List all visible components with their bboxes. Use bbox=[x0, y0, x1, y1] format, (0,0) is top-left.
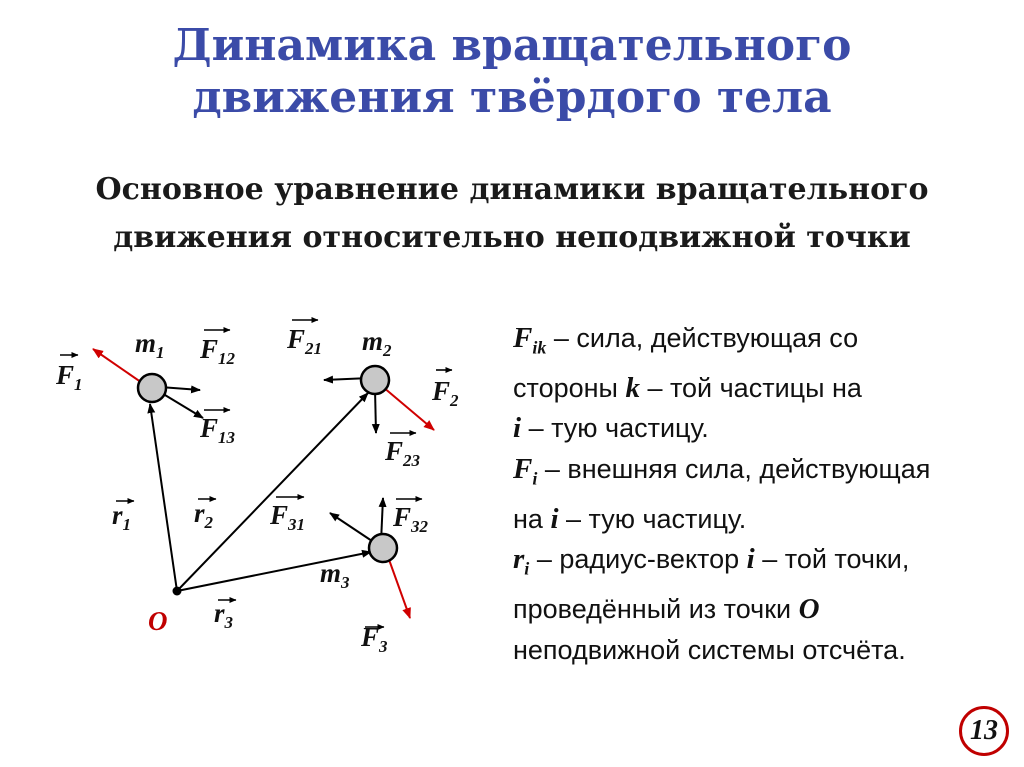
legend-line: $r_i$ – радиус-вектор i – той точки, bbox=[513, 543, 910, 579]
label-F3: $F_3$ bbox=[361, 622, 388, 656]
label-origin: O bbox=[148, 606, 168, 636]
F13-vector bbox=[160, 392, 203, 418]
label-F13: $F_{13}$ bbox=[200, 413, 236, 447]
label-m3: $m_3$ bbox=[320, 558, 350, 592]
legend-line: $F_i$ – внешняя сила, действующая bbox=[513, 452, 931, 489]
particle-m2 bbox=[361, 366, 389, 394]
label-m2: $m_2$ bbox=[362, 326, 392, 360]
origin-point bbox=[173, 587, 182, 596]
slide-subtitle bbox=[0, 166, 1024, 262]
legend-line: $F_{ik}$ – сила, действующая со bbox=[513, 322, 859, 358]
r1-vector bbox=[150, 404, 177, 591]
particle-m1 bbox=[138, 374, 166, 402]
legend-line: на i – тую частицу. bbox=[513, 502, 747, 535]
force-diagram bbox=[0, 300, 500, 680]
slide-title bbox=[0, 20, 1024, 124]
particle-m3 bbox=[369, 534, 397, 562]
F3-vector bbox=[387, 554, 410, 618]
label-F32: $F_{32}$ bbox=[393, 502, 429, 536]
label-F1: $F_1$ bbox=[56, 360, 83, 394]
legend-line: i – тую частицу. bbox=[513, 412, 709, 445]
label-r2: $r_2$ bbox=[194, 498, 214, 532]
F31-vector bbox=[330, 513, 375, 543]
legend-line: неподвижной системы отсчёта. bbox=[513, 634, 906, 665]
label-F21: $F_{21}$ bbox=[287, 324, 323, 358]
label-r3: $r_3$ bbox=[214, 598, 234, 632]
label-r1: $r_1$ bbox=[112, 500, 132, 534]
subtitle-line-1: Основное уравнение динамики вращательного bbox=[95, 172, 929, 207]
label-F31: $F_{31}$ bbox=[270, 500, 306, 534]
legend-line: проведённый из точки O bbox=[513, 593, 820, 626]
F23-vector bbox=[375, 389, 376, 433]
label-F2: $F_2$ bbox=[432, 376, 459, 410]
label-F12: $F_{12}$ bbox=[200, 334, 236, 368]
title-line-2: движения твёрдого тела bbox=[192, 72, 832, 123]
F2-vector bbox=[383, 387, 434, 430]
legend-text bbox=[513, 318, 1013, 670]
label-F23: $F_{23}$ bbox=[385, 436, 421, 470]
page-number-badge: 13 bbox=[959, 706, 1009, 756]
subtitle-line-2: движения относительно неподвижной точки bbox=[113, 220, 911, 255]
label-m1: $m_1$ bbox=[135, 328, 165, 362]
legend-line: стороны k – той частицы на bbox=[513, 371, 862, 404]
title-line-1: Динамика вращательного bbox=[172, 20, 852, 71]
